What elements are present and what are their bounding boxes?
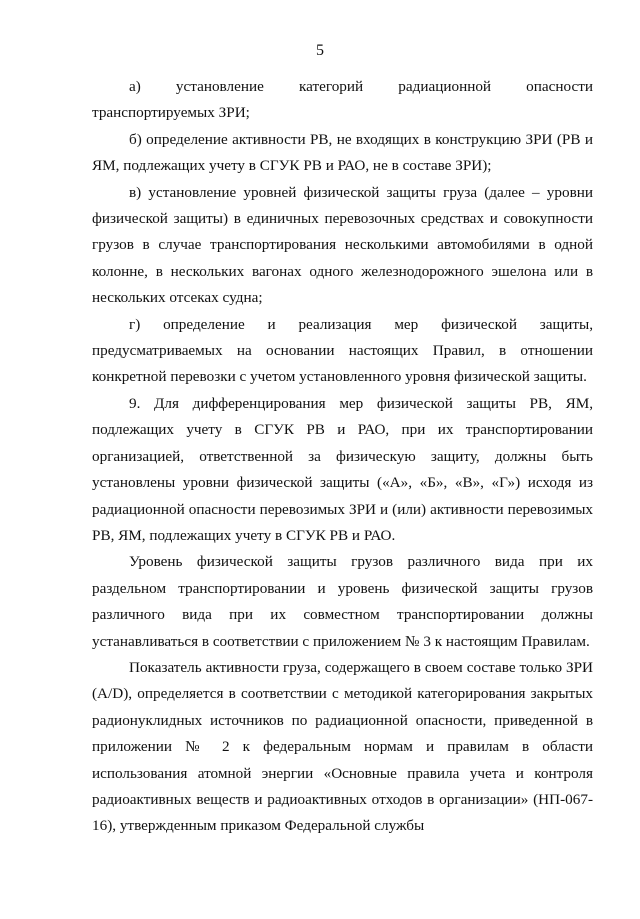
document-body bbox=[92, 74, 593, 840]
paragraph-b: б) определение активности РВ, не входящих в конструкцию ЗРИ (РВ и ЯМ, подлежащих учету в СГУК РВ и РАО, не в составе ЗРИ); bbox=[92, 130, 593, 175]
paragraph-protection-level: Уровень физической защиты грузов различного вида при их раздельном транспортировании и уровень физической защиты грузов различного вида при их совместном транспортировании должны устанавливаться в соответствии с приложением № 3 к настоящим Правилам. bbox=[92, 553, 593, 650]
paragraph-a: а) установление категорий радиационной опасности транспортируемых ЗРИ; bbox=[92, 78, 593, 122]
paragraph-item-9: 9. Для дифференцирования мер физической защиты РВ, ЯМ, подлежащих учету в СГУК РВ и РАО, при их транспортировании организацией, ответственной за физическую защиту, должны быть установлены уровни физической защиты («А», «Б», «В», «Г») исходя из радиационной опасности перевозимых ЗРИ и (или) активности перевозимых РВ, ЯМ, подлежащих учету в СГУК РВ и РАО. bbox=[92, 394, 593, 544]
paragraph-v: в) установление уровней физической защиты груза (далее – уровни физической защиты) в единичных перевозочных средствах и совокупности грузов в случае транспортирования несколькими автомобилями в одной колонне, в нескольких вагонах одного железнодорожного эшелона или в нескольких отсеках судна; bbox=[92, 183, 593, 307]
paragraph-g: г) определение и реализация мер физической защиты, предусматриваемых на основании настоящих Правил, в отношении конкретной перевозки с учетом установленного уровня физической защиты. bbox=[92, 315, 593, 386]
paragraph-activity-indicator: Показатель активности груза, содержащего в своем составе только ЗРИ (A/D), определяется в соответствии с методикой категорирования закрытых радионуклидных источников по радиационной опасности, приведенной в приложении № 2 к федеральным нормам и правилам в области использования атомной энергии «Основные правила учета и контроля радиоактивных веществ и радиоактивных отходов в организации» (НП-067-16), утвержденным приказом Федеральной службы bbox=[92, 658, 593, 835]
page-number: 5 bbox=[316, 42, 324, 59]
